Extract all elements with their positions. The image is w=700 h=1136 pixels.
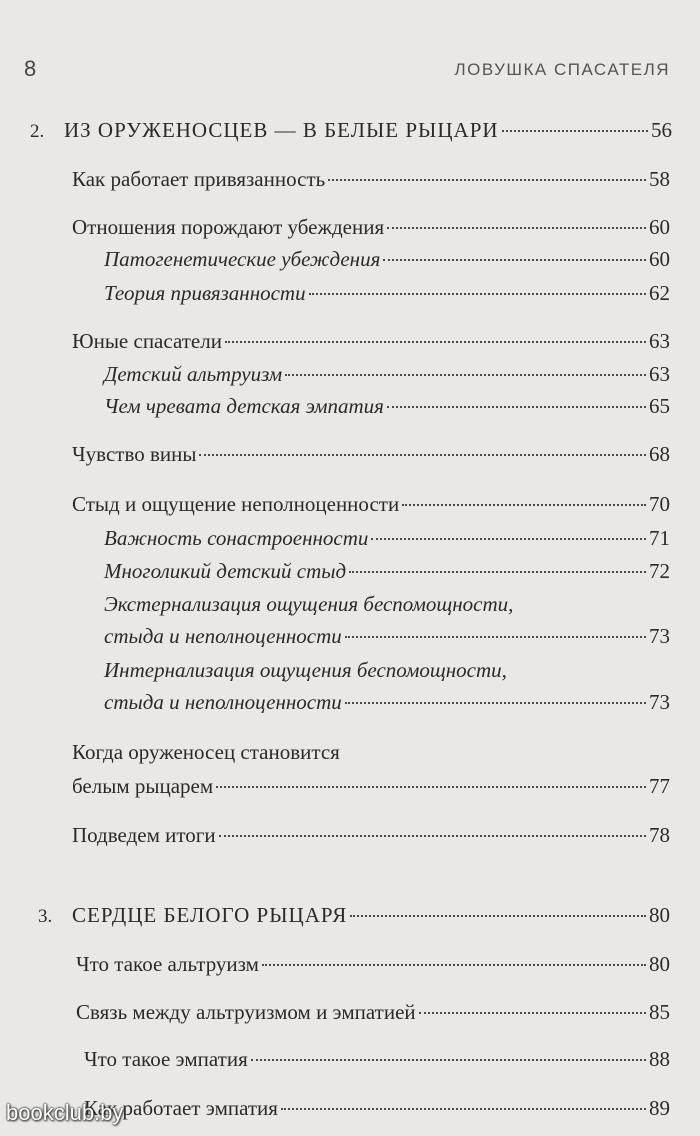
dot-leader [309,293,646,295]
toc-subentry[interactable] [104,247,670,272]
toc-entry-title: стыда и неполноценности [104,624,342,648]
toc-entry[interactable] [72,774,670,799]
toc-entry[interactable] [72,492,670,517]
dot-leader [285,374,646,376]
toc-subentry[interactable] [104,559,670,584]
dot-leader [371,538,646,540]
dot-leader [419,1012,646,1014]
chapter-title: СЕРДЦЕ БЕЛОГО РЫЦАРЯ [72,903,348,927]
dot-leader [402,504,646,506]
toc-entry-page: 68 [649,442,670,466]
toc-entry-title: стыда и неполноценности [104,690,342,714]
toc-chapter-2[interactable] [30,118,672,143]
toc-entry-title: Чувство вины [72,442,197,466]
toc-subentry-line1: Экстернализация ощущения беспомощности, [104,592,514,616]
toc-entry-title: Важность сонастроенности [104,526,369,550]
toc-entry-page: 80 [649,952,670,976]
dot-leader [199,454,646,456]
toc-entry-page: 72 [649,559,670,583]
toc-entry-title: Патогенетические убеждения [104,247,381,271]
toc-entry-page: 60 [649,247,670,271]
toc-entry-title: Теория привязанности [104,281,306,305]
dot-leader [387,227,646,229]
toc-entry[interactable] [76,1000,670,1025]
dot-leader [216,786,646,788]
toc-entry-title: белым рыцарем [72,774,214,798]
dot-leader [328,179,646,181]
toc-entry-page: 71 [649,526,670,550]
toc-entry-title: Что такое эмпатия [84,1047,248,1071]
watermark: bookclub.by [6,1100,124,1125]
toc-subentry[interactable] [104,526,670,551]
toc-entry-page: 65 [649,394,670,418]
toc-subentry[interactable] [104,281,670,306]
toc-entry[interactable] [76,952,670,977]
running-title: ЛОВУШКА СПАСАТЕЛЯ [454,60,670,79]
dot-leader [251,1059,646,1061]
toc-entry-title: Как работает привязанность [72,167,326,191]
dot-leader [502,130,648,132]
toc-entry-page: 70 [649,492,670,516]
toc-entry[interactable] [72,442,670,467]
chapter-page: 80 [649,903,670,927]
dot-leader [281,1108,646,1110]
dot-leader [383,259,646,261]
toc-entry-title: Многоликий детский стыд [104,559,347,583]
toc-subentry[interactable] [104,394,670,419]
toc-entry-title: Стыд и ощущение неполноценности [72,492,400,516]
dot-leader [225,341,646,343]
toc-entry-page: 60 [649,215,670,239]
toc-entry-page: 73 [649,690,670,714]
dot-leader [345,702,646,704]
dot-leader [387,406,646,408]
toc-entry-title: Чем чревата детская эмпатия [104,394,384,418]
dot-leader [262,964,646,966]
toc-chapter-3[interactable] [38,903,670,928]
toc-entry-page: 62 [649,281,670,305]
toc-entry-page: 73 [649,624,670,648]
toc-entry[interactable] [72,215,670,240]
toc-entry[interactable] [84,1096,670,1121]
toc-entry-page: 89 [649,1096,670,1120]
dot-leader [350,915,646,917]
chapter-number: 2. [30,121,45,142]
toc-entry-page: 78 [649,823,670,847]
toc-entry-title: Как работает эмпатия [84,1096,278,1120]
toc-entry-title: Связь между альтруизмом и эмпатией [76,1000,416,1024]
toc-entry-line1: Когда оруженосец становится [72,740,340,764]
chapter-title: ИЗ ОРУЖЕНОСЦЕВ — В БЕЛЫЕ РЫЦАРИ [64,118,499,142]
toc-entry[interactable] [72,823,670,848]
chapter-number: 3. [38,906,53,927]
toc-entry-title: Юные спасатели [72,329,222,353]
toc-entry-page: 63 [649,329,670,353]
toc-entry[interactable] [72,167,670,192]
toc-entry-title: Что такое альтруизм [76,952,259,976]
toc-entry-title: Подведем итоги [72,823,216,847]
page-number: 8 [24,56,37,81]
toc-entry-page: 77 [649,774,670,798]
toc-entry-page: 85 [649,1000,670,1024]
toc-entry-page: 58 [649,167,670,191]
dot-leader [345,636,646,638]
toc-subentry[interactable] [104,690,670,715]
toc-entry[interactable] [84,1047,670,1072]
toc-entry-title: Отношения порождают убеждения [72,215,385,239]
toc-subentry-line1: Интернализация ощущения беспомощности, [104,658,507,682]
toc-subentry[interactable] [104,362,670,387]
toc-entry-page: 88 [649,1047,670,1071]
toc-entry-title: Детский альтруизм [104,362,283,386]
toc-entry-page: 63 [649,362,670,386]
dot-leader [349,571,646,573]
chapter-page: 56 [651,118,672,142]
dot-leader [219,835,646,837]
toc-subentry[interactable] [104,624,670,649]
toc-entry[interactable] [72,329,670,354]
